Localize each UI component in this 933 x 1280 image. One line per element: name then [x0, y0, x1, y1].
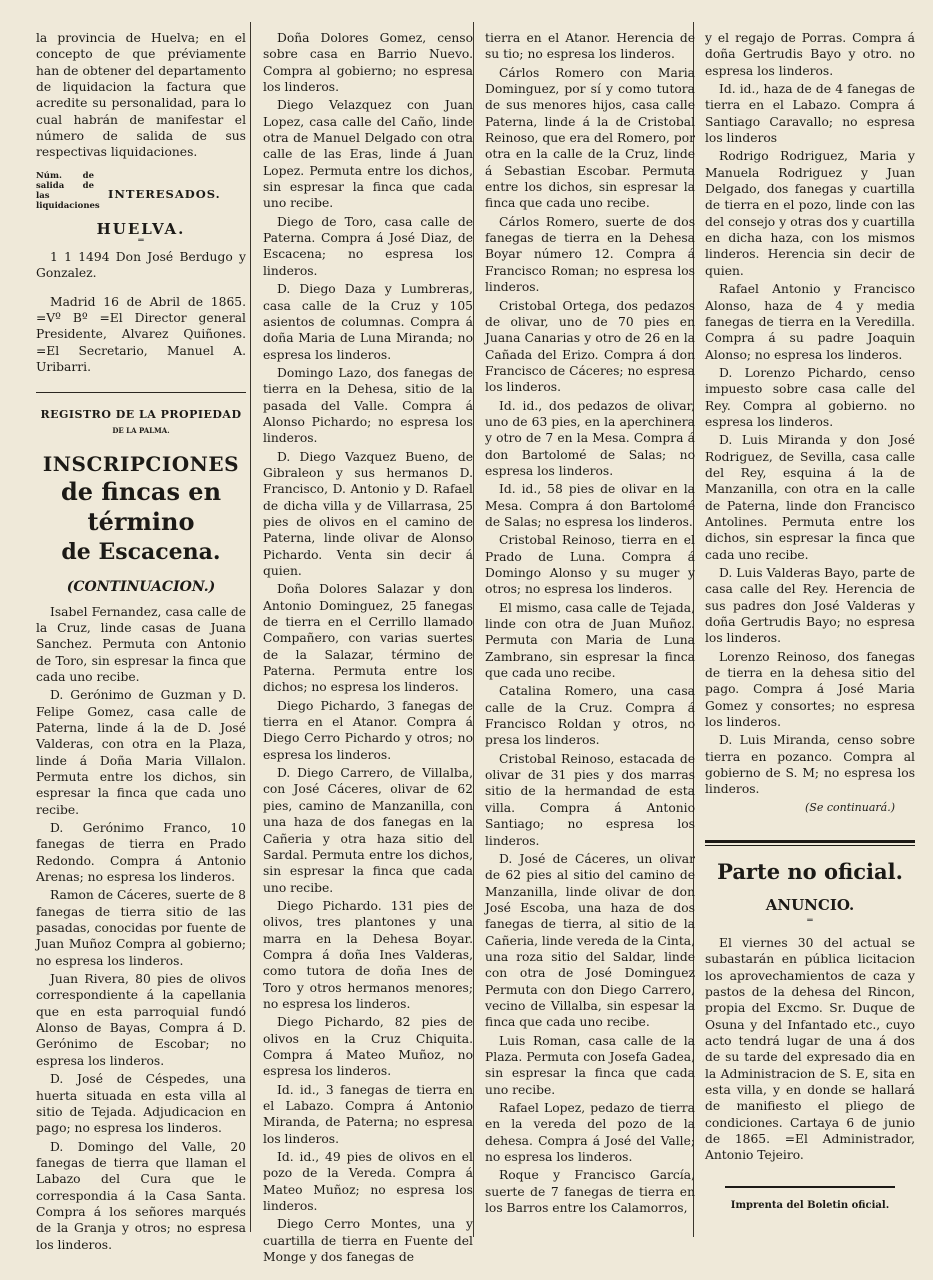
list-item: Juan Rivera, 80 pies de olivos correspondiente á la capellania que en esta parroquial fundó Alonso de Bayas, Compra á D. Gerónimo de Escobar; no espresa los linderos. [36, 972, 246, 1068]
table-header [36, 171, 246, 211]
list-item: Rafael Lopez, pedazo de tierra en la vereda del pozo de la dehesa. Compra á José del Valle; no espresa los linderos. [485, 1101, 695, 1165]
list-item: Id. id., 3 fanegas de tierra en el Labazo. Compra á Antonio Miranda, de Paterna; no espresa los linderos. [263, 1082, 473, 1146]
list-item: Roque y Francisco García, suerte de 7 fanegas de tierra en los Barros entre los Calamorros, [485, 1168, 695, 1216]
list-item: Diego Pichardo. 131 pies de olivos, tres plantones y una marra en la Dehesa Boyar. Compra á doña Ines Valderas, como tutora de doña Ines de Toro y otros hermanos menores; no espresa los linderos. [263, 898, 473, 1011]
list-item: Diego de Toro, casa calle de Paterna. Compra á José Diaz, de Escacena; no espresa los linderos. [263, 214, 473, 278]
huelva-heading: HUELVA. [96, 219, 186, 238]
list-item: D. Lorenzo Pichardo, censo impuesto sobre casa calle del Rey. Compra al gobierno. no espresa los linderos. [705, 365, 915, 429]
column-rule [250, 22, 251, 1232]
list-item: Ramon de Cáceres, suerte de 8 fanegas de tierra sitio de las pasadas, conocidas por fuente de Juan Muñoz Compra al gobierno; no espresa los linderos. [36, 888, 246, 968]
numero-salida-header: Núm. de salida de las liquidaciones [36, 170, 100, 211]
signature-block: Madrid 16 de Abril de 1865. =Vº Bº =El Director general Presidente, Alvarez Quiñones. =El Secretario, Manuel A. Uribarri. [36, 294, 246, 375]
list-item: Luis Roman, casa calle de la Plaza. Permuta con Josefa Gadea, sin espresar la finca que cada uno recibe. [485, 1033, 695, 1097]
list-item: Cárlos Romero, suerte de dos fanegas de tierra en la Dehesa Boyar número 12. Compra á Francisco Roman; no espresa los linderos. [485, 214, 695, 295]
list-item: Diego Pichardo, 82 pies de olivos en la Cruz Chiquita. Compra á Mateo Muñoz, no espresa los linderos. [263, 1015, 473, 1079]
list-item: D. Luis Valderas Bayo, parte de casa calle del Rey. Herencia de sus padres don José Valderas y doña Gertrudis Bayo; no espresa los linderos. [705, 566, 915, 646]
list-item: D. Luis Miranda, censo sobre tierra en pozanco. Compra al gobierno de S. M; no espresa los linderos. [705, 733, 915, 797]
list-item: Id. id., dos pedazos de olivar, uno de 63 pies, en la aperchinera y otro de 7 en la Mesa. Compra á don Bartolomé de Salas; no espresa los linderos. [485, 398, 695, 478]
list-item: Diego Velazquez con Juan Lopez, casa calle del Caño, linde otra de Manuel Delgado con otra calle de las Eras, linde á Juan Lopez. Permuta entre los dichos, sin espresar la finca que cada uno recibe. [263, 98, 473, 211]
list-item: Rafael Antonio y Francisco Alonso, haza de 4 y media fanegas de tierra en la Veredilla. Compra á su padre Joaquin Alonso; no espresa los linderos. [705, 282, 915, 362]
list-item: D. José de Céspedes, una huerta situada en esta villa al sitio de Tejada. Adjudicacion en pago; no espresa los linderos. [36, 1072, 246, 1136]
anuncio-paragraph: El viernes 30 del actual se subastarán en pública licitacion los aprovechamientos de caza y pastos de la dehesa del Rincon, propia del Excmo. Sr. Duque de Osuna y del Infantado etc., cuyo acto tendrá lugar de una á dos de su tarde del expresado dia en la Administracion de S. E, sita en esta villa, y en donde se hallará de manifiesto el pliego de condiciones. Cartaya 6 de junio de 1865. =El Administrador, Antonio Tejeiro. [705, 935, 915, 1163]
column-3 [485, 30, 695, 1218]
anuncio-heading: ANUNCIO. [765, 895, 855, 914]
list-item: Catalina Romero, una casa calle de la Cruz. Compra á Francisco Roldan y otros, no presa los linderos. [485, 684, 695, 748]
section-title-3: de Escacena. [61, 539, 221, 566]
ornament: ═ [138, 236, 144, 247]
list-item: Isabel Fernandez, casa calle de la Cruz, linde casas de Juana Sanchez. Permuta con Antonio de Toro, sin espresar la finca que cada uno recibe. [36, 604, 246, 684]
registro-title: REGISTRO DE LA PROPIEDAD [40, 407, 242, 421]
list-item: Cárlos Romero con Maria Dominguez, por sí y como tutora de sus menores hijos, casa calle Paterna, linde á la de Cristobal Reinoso, que era del Romero, por otra en la calle de la Cruz, linde á Sebastian Escobar. Permuta entre los dichos, sin espresar la finca que cada uno recibe. [485, 65, 695, 211]
column-4 [705, 30, 915, 1214]
list-item: Lorenzo Reinoso, dos fanegas de tierra en la dehesa sitio del pago. Compra á José Maria Gomez y consortes; no espresa los linderos. [705, 649, 915, 730]
list-item: tierra en el Atanor. Herencia de su tio; no espresa los linderos. [485, 31, 695, 62]
list-item: D. Diego Carrero, de Villalba, con José Cáceres, olivar de 62 pies, camino de Manzanilla, con una haza de dos fanegas en la Cañeria y otra haza sitio del Sardal. Permuta entre los dichos, sin espresar la finca que cada uno recibe. [263, 766, 473, 895]
list-item: D. Luis Miranda y don José Rodriguez, de Sevilla, casa calle del Rey, esquina á la de Manzanilla, con otra en la calle de Paterna, linde don Francisco Antolines. Permuta entre los dichos, sin espresar la finca que cada uno recibe. [705, 433, 915, 562]
list-item: Doña Dolores Salazar y don Antonio Dominguez, 25 fanegas de tierra en el Cerrillo llamado Compañero, con varias suertes de la Salazar, término de Paterna. Permuta entre los dichos; no espresa los linderos. [263, 582, 473, 695]
list-item: Cristobal Ortega, dos pedazos de olivar, uno de 70 pies en Juana Canarias y otro de 26 en la Cañada del Erizo. Compra á don Francisco de Cáceres; no espresa los linderos. [485, 298, 695, 395]
column-rule [473, 22, 474, 1237]
interesados-header: INTERESADOS. [108, 186, 221, 201]
section-title-2: de fincas en término [60, 477, 222, 537]
list-item: y el regajo de Porras. Compra á doña Gertrudis Bayo y otro. no espresa los linderos. [705, 31, 915, 78]
list-item: D. Diego Vazquez Bueno, de Gibraleon y sus hermanos D. Francisco, D. Antonio y D. Rafael de dicha villa y de Villarrasa, 25 pies de olivos en el camino de Paterna, linde olivar de Alonso Pichardo. Venta sin decir á quien. [263, 449, 473, 578]
list-item: Diego Pichardo, 3 fanegas de tierra en el Atanor. Compra á Diego Cerro Pichardo y otros; no espresa los linderos. [263, 698, 473, 762]
list-item: D. Gerónimo de Guzman y D. Felipe Gomez, casa calle de Paterna, linde á la de D. José Valderas, con otra en la Plaza, linde á Doña Maria Villalon. Permuta entre los dichos, sin espresar la finca que cada uno recibe. [36, 688, 246, 817]
list-item: Id. id., 58 pies de olivar en la Mesa. Compra á don Bartolomé de Salas; no espresa los linderos. [485, 482, 695, 529]
registro-subtitle: DE LA PALMA. [112, 425, 170, 435]
list-item: Diego Cerro Montes, una y cuartilla de tierra en Fuente del Monge y dos fanegas de [263, 1217, 473, 1265]
list-item: Rodrigo Rodriguez, Maria y Manuela Rodriguez y Juan Delgado, dos fanegas y cuartilla de tierra en el pozo, linde con las del consejo y otras dos y cuartilla en dicha haza, con los mismos linderos. Herencia sin decir de quien. [705, 149, 915, 278]
double-rule [705, 840, 915, 846]
list-item: Id. id., 49 pies de olivos en el pozo de la Vereda. Compra á Mateo Muñoz; no espresa los linderos. [263, 1150, 473, 1214]
list-item: D. Gerónimo Franco, 10 fanegas de tierra en Prado Redondo. Compra á Antonio Arenas; no espresa los linderos. [36, 821, 246, 885]
list-item: D. Diego Daza y Lumbreras, casa calle de la Cruz y 105 asientos de columnas. Compra á doña Maria de Luna Miranda; no espresa los linderos. [263, 282, 473, 362]
imprenta-footer: Imprenta del Boletin oficial. [730, 1199, 890, 1211]
list-item: Domingo Lazo, dos fanegas de tierra en la Dehesa, sitio de la pasada del Valle. Compra á Alonso Pichardo; no espresa los linderos. [263, 365, 473, 446]
list-item: 1 1 1494 Don José Berdugo y Gonzalez. [36, 250, 246, 281]
list-item: Cristobal Reinoso, estacada de olivar de 31 pies y dos marras sitio de la hermandad de esta villa. Compra á Antonio Santiago; no espresa los linderos. [485, 751, 695, 848]
continuacion-label: (CONTINUACION.) [66, 579, 216, 596]
column-1 [36, 30, 246, 1255]
parte-no-oficial-heading: Parte no oficial. [717, 859, 903, 885]
list-item: Id. id., haza de de 4 fanegas de tierra en el Labazo. Compra á Santiago Caravallo; no espresa los linderos [705, 82, 915, 146]
section-title-1: INSCRIPCIONES [42, 452, 240, 477]
ornament: ═ [807, 915, 813, 926]
column-2 [263, 30, 473, 1267]
list-item: El mismo, casa calle de Tejada, linde con otra de Juan Muñoz. Permuta con Maria de Luna Zambrano, sin espresar la finca que cada uno recibe. [485, 600, 695, 681]
se-continuara-label: (Se continuará.) [805, 800, 895, 814]
divider [36, 392, 246, 393]
list-item: D. Domingo del Valle, 20 fanegas de tierra que llaman el Labazo del Cura que le correspondia á la Casa Santa. Compra á los señores marqués de la Granja y otros; no espresa los linderos. [36, 1139, 246, 1252]
divider [725, 1186, 895, 1188]
list-item: Cristobal Reinoso, tierra en el Prado de Luna. Compra á Domingo Alonso y su muger y otros; no espresa los linderos. [485, 533, 695, 597]
list-item: Doña Dolores Gomez, censo sobre casa en Barrio Nuevo. Compra al gobierno; no espresa los linderos. [263, 31, 473, 95]
intro-paragraph: la provincia de Huelva; en el concepto de que préviamente han de obtener del departamento de liquidacion la factura que acredite su personalidad, para lo cual habrán de manifestar el número de salida de sus respectivas liquidaciones. [36, 31, 246, 160]
list-item: D. José de Cáceres, un olivar de 62 pies al sitio del camino de Manzanilla, linde olivar de don José Escoba, una haza de dos fanegas de tierra, al sitio de la Cañeria, linde vereda de la Cinta, una roza sitio del Saldar, linde con otra de José Dominguez Permuta con don Diego Carrero, vecino de Villalba, sin espesar la finca que cada uno recibe. [485, 851, 695, 1030]
